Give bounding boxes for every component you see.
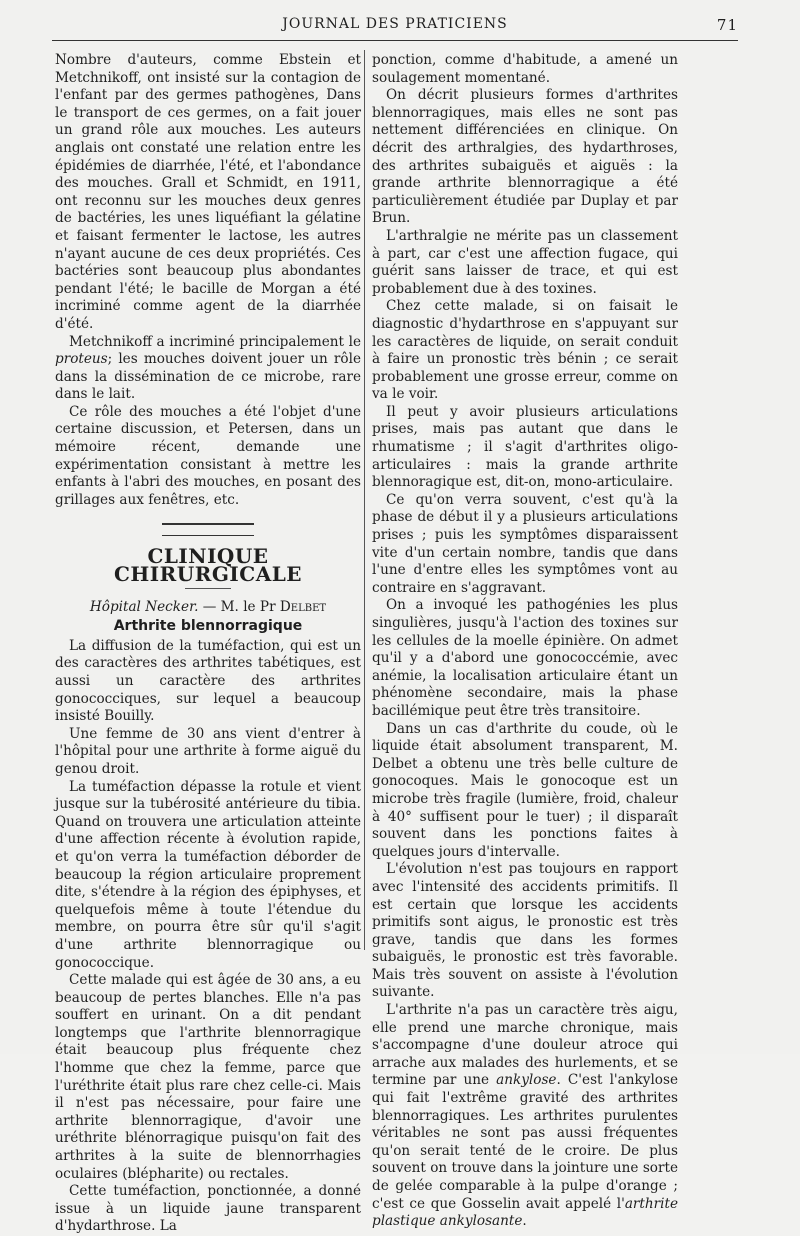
right-column — [372, 52, 678, 1230]
paragraph: Cette tuméfaction, ponctionnée, a donné issue à un liquide jaune transparent d'hydarthrose. La — [55, 1183, 361, 1235]
header-rule — [52, 40, 738, 41]
italic-term: arthrite plastique ankylosante — [372, 1195, 678, 1230]
paragraph: L'arthralgie ne mérite pas un classement à part, car c'est une affection fugace, qui guérit sans laisser de trace, et qui est probablement due à des toxines. — [372, 227, 678, 297]
paragraph: Cette malade qui est âgée de 30 ans, a eu beaucoup de pertes blanches. Elle n'a pas souffert en urinant. On a dit pendant longtemps que l'arthrite blennorragique était beaucoup plus fréquente chez l'homme que chez la femme, parce que l'uréthrite était plus rare chez celle-ci. Mais il n'est pas nécessaire, pour faire une arthrite blennorragique, d'avoir une uréthrite blénorragique puisqu'on fait des arthrites à la suite de blennorrhagies oculaires (blépharite) ou rectales. — [55, 972, 361, 1182]
paragraph: Ce rôle des mouches a été l'objet d'une certaine discussion, et Petersen, dans un mémoire récent, demande une expérimentation consistant à mettre les enfants à l'abri des mouches, en posant des grillages aux fenêtres, etc. — [55, 403, 361, 508]
italic-term: ankylose — [496, 1072, 557, 1089]
text-run: Metchnikoff a incriminé principalement le — [69, 333, 361, 350]
paragraph: Il peut y avoir plusieurs articulations prises, mais pas autant que dans le rhumatisme ; il s'agit d'arthrites oligo-articulaires : mais la grande arthrite blennoragique est, dit-on, mono-articulaire. — [372, 403, 678, 491]
journal-title: JOURNAL DES PRATICIENS — [282, 16, 508, 32]
paragraph: On décrit plusieurs formes d'arthrites blennorragiques, mais elles ne sont pas nettement différenciées en clinique. On décrit des arthralgies, des hydarthroses, des arthrites subaiguës et aiguës : la grande arthrite blennorragique a été particulièrement étudiée par Duplay et par Brun. — [372, 87, 678, 227]
byline-author: Delbet — [279, 598, 327, 615]
section-dash — [185, 588, 231, 589]
text-run: . C'est l'ankylose qui fait l'extrême gravité des arthrites blennorragiques. Les arthrites purulentes véritables ne sont pas aussi fréquentes qu'on serait tenté de le croire. De plus souvent on trouve dans la jointure une sorte de gelée comparable à la pulpe d'orange ; c'est ce que Gosselin avait appelé l' — [372, 1072, 678, 1212]
paragraph: L'évolution n'est pas toujours en rapport avec l'intensité des accidents primitifs. Il est certain que lorsque les accidents primitifs sont aigus, le pronostic est très grave, tandis que dans les formes subaiguës, le pronostic est très favorable. Mais très souvent on assiste à l'évolution suivante. — [372, 861, 678, 1001]
paragraph: Une femme de 30 ans vient d'entrer à l'hôpital pour une arthrite à forme aiguë du genou droit. — [55, 725, 361, 777]
paragraph — [372, 1002, 678, 1231]
page-number: 71 — [716, 16, 738, 34]
paragraph — [55, 334, 361, 404]
byline — [55, 599, 361, 617]
paragraph: Ce qu'on verra souvent, c'est qu'à la phase de début il y a plusieurs articulations prises ; puis les symptômes disparaissent vite d'un certain nombre, tandis que dans l'une d'entre elles les symptômes vont au contraire en s'aggravant. — [372, 491, 678, 596]
paragraph: On a invoqué les pathogénies les plus singulières, jusqu'à l'action des toxines sur les cellules de la moelle épinière. On admet qu'il y a d'abord une gonococcémie, avec anémie, la localisation articulaire étant un phénomène secondaire, mais la phase bacillémique peut être très transitoire. — [372, 597, 678, 719]
article-title: Arthrite blennorragique — [113, 618, 303, 635]
left-column — [55, 52, 361, 1235]
byline-title: Pr — [259, 598, 276, 615]
section-title: CLINIQUE CHIRURGICALE — [113, 544, 303, 587]
paragraph: ponction, comme d'habitude, a amené un soulagement momentané. — [372, 52, 678, 86]
italic-term: proteus — [55, 351, 108, 368]
paragraph: La tuméfaction dépasse la rotule et vient jusque sur la tubérosité antérieure du tibia. Quand on trouvera une articulation atteinte d'une affection récente à évolution rapide, et qu'on verra la tuméfaction déborder de beaucoup la région articulaire proprement dite, s'étendre à la région des épiphyses, et quelquefois même à toute l'étendue du membre, on pourra être sûr qu'il s'agit d'une arthrite blennorragique ou gonococcique. — [55, 778, 361, 971]
paragraph: Dans un cas d'arthrite du coude, où le liquide était absolument transparent, M. Delbet a obtenu une très belle culture de gonocoques. Mais le gonocoque est un microbe très fragile (lumière, froid, chaleur à 40° suffisent pour le tuer) ; il disparaît souvent dans les ponctions faites à quelques jours d'intervalle. — [372, 720, 678, 860]
text-run: ; les mouches doivent jouer un rôle dans la dissémination de ce microbe, rare dans le lait. — [55, 351, 361, 403]
column-divider — [364, 50, 365, 950]
text-run: L'arthrite n'a pas un caractère très aigu, elle prend une marche chronique, mais s'accompagne d'une douleur atroce qui arrache aux malades des hurlements, et se termine par une — [372, 1002, 678, 1089]
section-ornament — [162, 523, 254, 536]
paragraph: La diffusion de la tuméfaction, qui est un des caractères des arthrites tabétiques, est aussi un caractère des arthrites gonococciques, sur lequel a beaucoup insisté Bouilly. — [55, 637, 361, 725]
byline-text: — M. le — [202, 598, 256, 615]
paragraph: Chez cette malade, si on faisait le diagnostic d'hydarthrose en s'appuyant sur les caractères de liquide, on serait conduit à faire un pronostic très bénin ; ce serait probablement une grosse erreur, comme on va le voir. — [372, 298, 678, 403]
byline-hospital: Hôpital Necker. — [89, 598, 199, 615]
running-header — [52, 16, 738, 36]
paragraph: Nombre d'auteurs, comme Ebstein et Metchnikoff, ont insisté sur la contagion de l'enfant par des germes pathogènes, Dans le transport de ces germes, on a fait jouer un grand rôle aux mouches. Les auteurs anglais ont constaté une relation entre les épidémies de diarrhée, l'été, et l'abondance des mouches. Grall et Schmidt, en 1911, ont reconnu sur les mouches deux genres de bactéries, les unes liquéfiant la gélatine et faisant fermenter le lactose, les autres n'ayant aucune de ces deux propriétés. Ces bactéries sont beaucoup plus abondantes pendant l'été; le bacille de Morgan a été incriminé comme agent de la diarrhée d'été. — [55, 52, 361, 332]
text-run: . — [522, 1213, 527, 1230]
